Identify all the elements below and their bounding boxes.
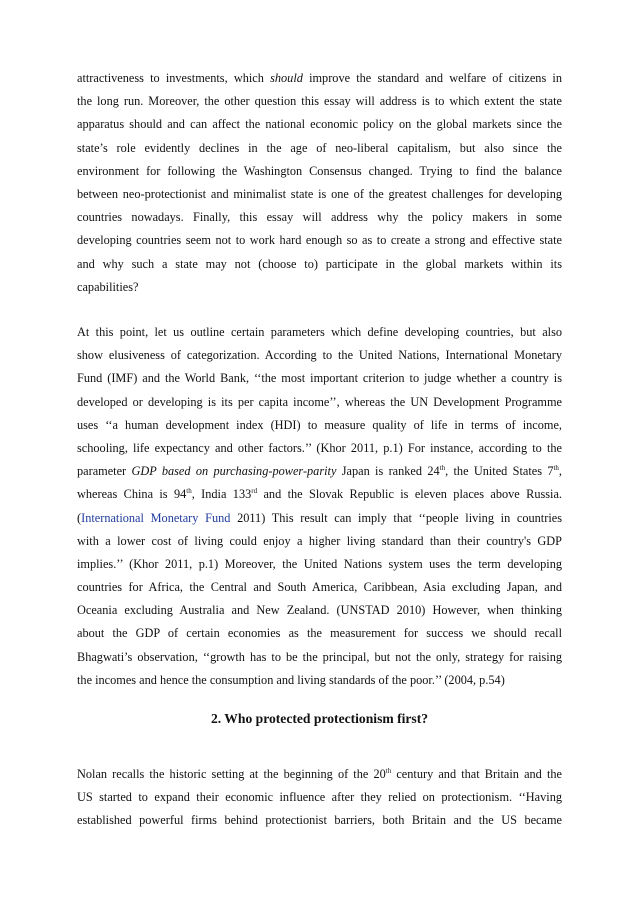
text-line: attractiveness to investments, which should improve the standard and welfare of citizens in [77,71,562,85]
section-heading: 2. Who protected protectionism first? [210,711,429,726]
text-line: the incomes and hence the consumption and living standards of the poor.’’ (2004, p.54) [77,672,505,687]
text-line: schooling, life expectancy and other factors.’’ (Khor 2011, p.1) For instance, according to the [77,440,562,455]
text-line: developing countries seem not to work hard enough so as to create a strong and effective state [77,233,562,248]
text-line: about the GDP of certain economies as the measurement for success we should recall [77,626,562,641]
text-line: apparatus should and can affect the national economic policy on the global markets since the [77,117,562,132]
paragraph-intro-continued [77,67,562,322]
paragraph-developing-countries [77,321,562,715]
paragraph-nolan [77,763,562,856]
text-line: Oceania excluding Australia and New Zealand. (UNSTAD 2010) However, when thinking [77,603,562,618]
text-line: show elusiveness of categorization. According to the United Nations, International Monetary [77,348,562,363]
text-line: and why such a state may not (choose to) participate in the global markets within its [77,256,562,271]
imf-citation-link[interactable]: International Monetary Fund [81,510,231,525]
text-line: between neo-protectionist and minimalist state is one of the greatest challenges for developing [77,186,562,201]
text-line: US started to expand their economic influence after they relied on protectionism. ‘‘Having [77,790,562,805]
text-line: countries for Africa, the Central and South America, Caribbean, Asia excluding Japan, and [77,580,562,595]
text-line: implies.’’ (Khor 2011, p.1) Moreover, the United Nations system uses the term developing [77,556,562,571]
text-line: environment for following the Washington Consensus changed. Trying to find the balance [77,163,562,178]
text-line: capabilities? [77,279,139,294]
text-line: uses ‘‘a human development index (HDI) to measure quality of life in terms of income, [77,417,562,432]
text-line: state’s role evidently declines in the age of neo-liberal capitalism, but also since the [77,140,562,155]
text-line: countries nowadays. Finally, this essay will address why the policy makers in some [77,210,562,225]
text-line: parameter GDP based on purchasing-power-parity Japan is ranked 24th, the United States 7th, [77,464,562,479]
text-line: developed or developing is its per capita income’’, whereas the UN Development Programme [77,394,562,409]
text-line: with a lower cost of living could enjoy a higher living standard than their country's GDP [77,533,562,548]
text-line: Bhagwati’s observation, ‘‘growth has to be the principal, but not the only, strategy for raising [77,649,562,664]
text-line: At this point, let us outline certain parameters which define developing countries, but also [77,325,562,339]
text-line: Nolan recalls the historic setting at the beginning of the 20th century and that Britain and the [77,766,562,781]
text-line: (International Monetary Fund 2011) This result can imply that ‘‘people living in countries [77,510,562,525]
text-line: whereas China is 94th, India 133rd and the Slovak Republic is eleven places above Russia. [77,487,562,502]
text-line: Fund (IMF) and the World Bank, ‘‘the most important criterion to judge whether a country is [77,371,562,386]
text-line: established powerful firms behind protectionist barriers, both Britain and the US became [77,813,562,828]
text-line: the long run. Moreover, the other question this essay will address is to which extent the state [77,94,562,109]
